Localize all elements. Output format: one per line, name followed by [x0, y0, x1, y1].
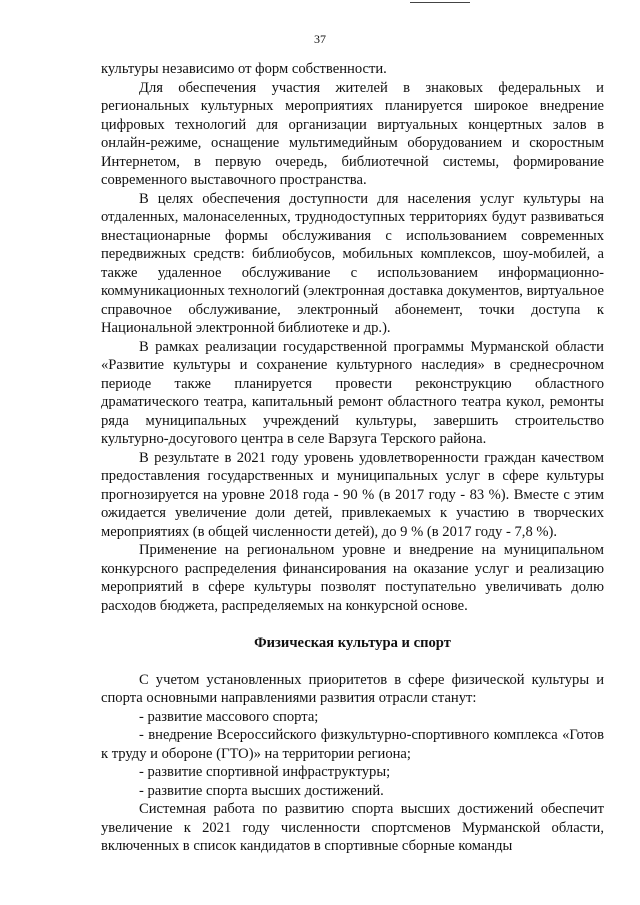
list-item: - развитие спорта высших достижений. [139, 782, 384, 799]
paragraph: Применение на региональном уровне и внедрение на муниципальном конкурсного распределения финансирования на оказание услуг и реализацию мероприятий в сфере культуры позволят поступательно увеличивать долю расходов бюджета, распределяемых на конкурсной основе. [101, 542, 604, 614]
paragraph: культуры независимо от форм собственности. [101, 61, 387, 77]
list-item: - развитие массового спорта; [139, 708, 319, 725]
paragraph: В результате в 2021 году уровень удовлетворенности граждан качеством предоставления государственных и муниципальных услуг в сфере культуры прогнозируется на уровне 2018 года - 90 % (в 2017 году - 83 %). Вместе с этим ожидается увеличение доли детей, привлекаемых к участию в творческих мероприятиях (в общей численности детей), до 9 % (в 2017 году - 7,8 %). [101, 449, 604, 540]
list-item: - развитие спортивной инфраструктуры; [139, 764, 391, 780]
paragraph: В рамках реализации государственной программы Мурманской области «Развитие культуры и сохранение культурного наследия» в среднесрочном периоде также планируется провести реконструкцию областного драматического театра, капитальный ремонт областного театра кукол, ремонты ряда муниципальных учреждений культуры, завершить строительство культурно-досугового центра в селе Варзуга Терского района. [101, 338, 604, 447]
paragraph: Для обеспечения участия жителей в знаковых федеральных и региональных культурных мероприятиях планируется широкое внедрение цифровых технологий для организации виртуальных концертных залов в онлайн-режиме, оснащение мультимедийным оборудованием и скоростным Интернетом, в первую очередь, библиотечной системы, формирование современного выставочного пространства. [101, 79, 604, 188]
paragraph: С учетом установленных приоритетов в сфере физической культуры и спорта основными направлениями развития отрасли станут: [101, 671, 604, 706]
spacer [101, 653, 604, 671]
section-heading: Физическая культура и спорт [254, 635, 451, 651]
paragraph: Системная работа по развитию спорта высших достижений обеспечит увеличение к 2021 году численности спортсменов Мурманской области, включенных в список кандидатов в спортивные сборные команды [101, 801, 604, 854]
top-scan-rule [410, 2, 470, 3]
document-body [101, 60, 604, 856]
spacer [101, 615, 604, 634]
page-number: 37 [314, 32, 326, 46]
paragraph: В целях обеспечения доступности для населения услуг культуры на отдаленных, малонаселенных, труднодоступных территориях будут развиваться внестационарные формы обслуживания с использованием современных передвижных средств: библиобусов, мобильных комплексов, шоу-мобилей, а также удаленное обслуживание с использованием информационно-коммуникационных технологий (электронная доставка документов, виртуальное справочное обслуживание, электронный абонемент, точки доступа к Национальной электронной библиотеке и др.). [101, 190, 605, 336]
list-item: - внедрение Всероссийского физкультурно-спортивного комплекса «Готов к труду и обороне (ГТО)» на территории региона; [101, 727, 604, 762]
